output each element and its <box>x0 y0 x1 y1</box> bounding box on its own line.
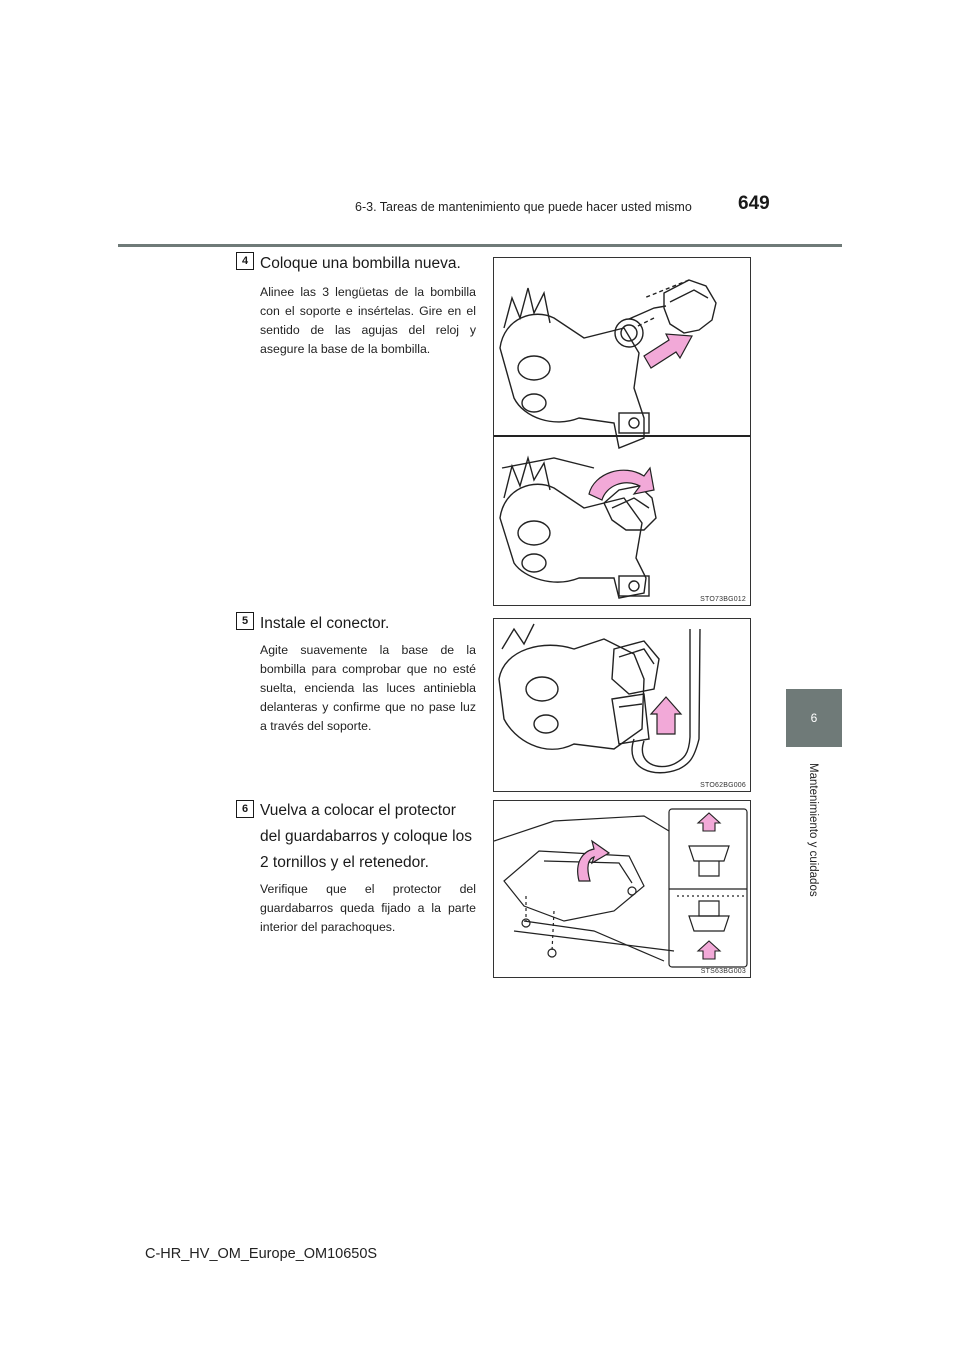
connector-illustration <box>494 619 750 791</box>
pull-arrow-icon <box>698 813 720 831</box>
step-5-body: Agite suavemente la base de la bombilla para comprobar que no esté suelta, encienda las luces antiniebla delanteras y confirme que no pase luz a través del soporte. <box>260 643 476 733</box>
step-number-5: 5 <box>236 612 254 630</box>
step-6-body: Verifique que el protector del guardabarros queda fijado a la parte interior del parachoques. <box>260 882 476 934</box>
push-arrow-icon <box>651 697 681 734</box>
bulb-install-illustration <box>494 258 750 605</box>
chapter-number: 6 <box>810 711 818 725</box>
step-6-title: Vuelva a colocar el protector del guardabarros y coloque los 2 tornillos y el retenedor. <box>260 802 472 871</box>
section-title: 6-3. Tareas de mantenimiento que puede hacer usted mismo <box>355 200 692 214</box>
push-up-arrow-icon <box>698 941 720 959</box>
insert-arrow-icon <box>644 334 692 368</box>
figure-code: STO62BG006 <box>700 782 746 789</box>
document-id: C-HR_HV_OM_Europe_OM10650S <box>145 1246 378 1262</box>
fender-illustration <box>494 801 750 977</box>
header-divider <box>118 244 842 247</box>
page-number: 649 <box>738 193 770 214</box>
step-5-title: Instale el conector. <box>260 615 390 632</box>
chapter-tab[interactable] <box>786 689 842 747</box>
chapter-label: Mantenimiento y cuidados <box>807 763 819 897</box>
step-4-body: Alinee las 3 lengüetas de la bombilla con el soporte e insértelas. Gire en el sentido de las agujas del reloj y asegure la base de la bombilla. <box>260 285 476 356</box>
rotate-arrow-icon <box>589 468 654 500</box>
figure-fender-protector <box>493 800 751 978</box>
figure-code: STO73BG012 <box>700 596 746 603</box>
fold-arrow-icon <box>578 841 609 881</box>
step-number-4: 4 <box>236 252 254 270</box>
figure-bulb-install <box>493 257 751 606</box>
step-4-title: Coloque una bombilla nueva. <box>260 255 461 272</box>
step-number-6: 6 <box>236 800 254 818</box>
figure-code: STS63BG003 <box>700 968 746 975</box>
figure-connector-install <box>493 618 751 792</box>
